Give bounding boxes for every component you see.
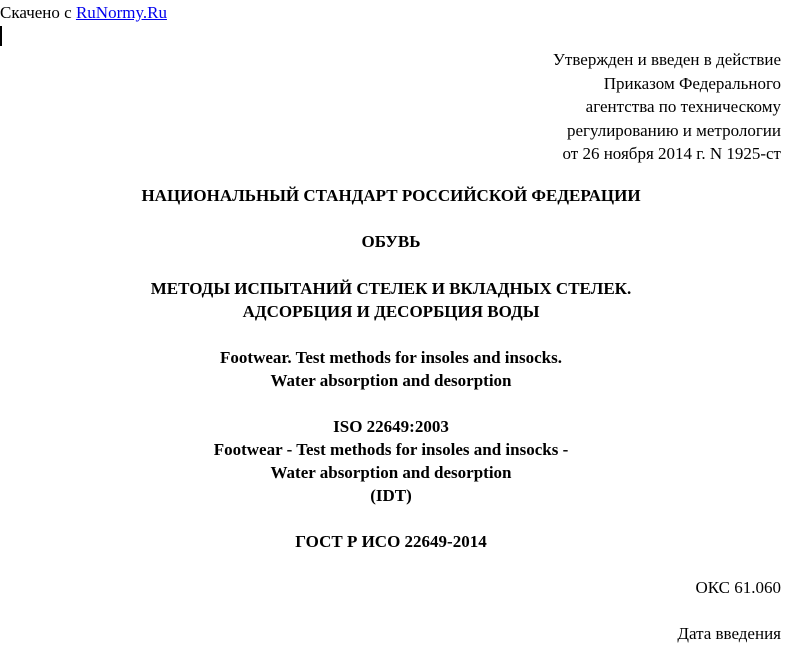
title-ru	[0, 277, 782, 323]
title-ru-line: МЕТОДЫ ИСПЫТАНИЙ СТЕЛЕК И ВКЛАДНЫХ СТЕЛЕК.	[150, 279, 632, 298]
title-en-line: Footwear. Test methods for insoles and insocks.	[220, 348, 562, 367]
approval-line: регулированию и метрологии	[566, 120, 781, 140]
iso-reference-line: ISO 22649:2003	[333, 417, 449, 436]
title-ru-line: АДСОРБЦИЯ И ДЕСОРБЦИЯ ВОДЫ	[242, 302, 540, 321]
title-en-line: Water absorption and desorption	[270, 371, 512, 390]
text-cursor	[0, 26, 2, 46]
national-standard-heading: НАЦИОНАЛЬНЫЙ СТАНДАРТ РОССИЙСКОЙ ФЕДЕРАЦИИ	[141, 186, 641, 205]
source-line	[0, 3, 167, 23]
source-link[interactable]: RuNormy.Ru	[75, 3, 167, 22]
iso-reference	[0, 415, 782, 507]
oks-code: ОКС 61.060	[695, 578, 781, 597]
iso-reference-line: Footwear - Test methods for insoles and insocks -	[213, 440, 569, 459]
approval-line: агентства по техническому	[585, 97, 781, 116]
approval-block	[553, 48, 781, 166]
iso-reference-line: Water absorption and desorption	[270, 463, 512, 482]
iso-reference-line: (IDT)	[370, 486, 412, 505]
gost-number: ГОСТ Р ИСО 22649-2014	[295, 532, 487, 551]
title-en	[0, 346, 782, 392]
source-prefix: Скачено с	[0, 3, 76, 22]
approval-line: Приказом Федерального	[603, 73, 781, 93]
category-heading: ОБУВЬ	[361, 232, 421, 251]
approval-line: Утвержден и введен в действие	[552, 50, 781, 69]
intro-date-label: Дата введения	[677, 624, 781, 643]
approval-line: от 26 ноября 2014 г. N 1925-ст	[562, 144, 781, 163]
